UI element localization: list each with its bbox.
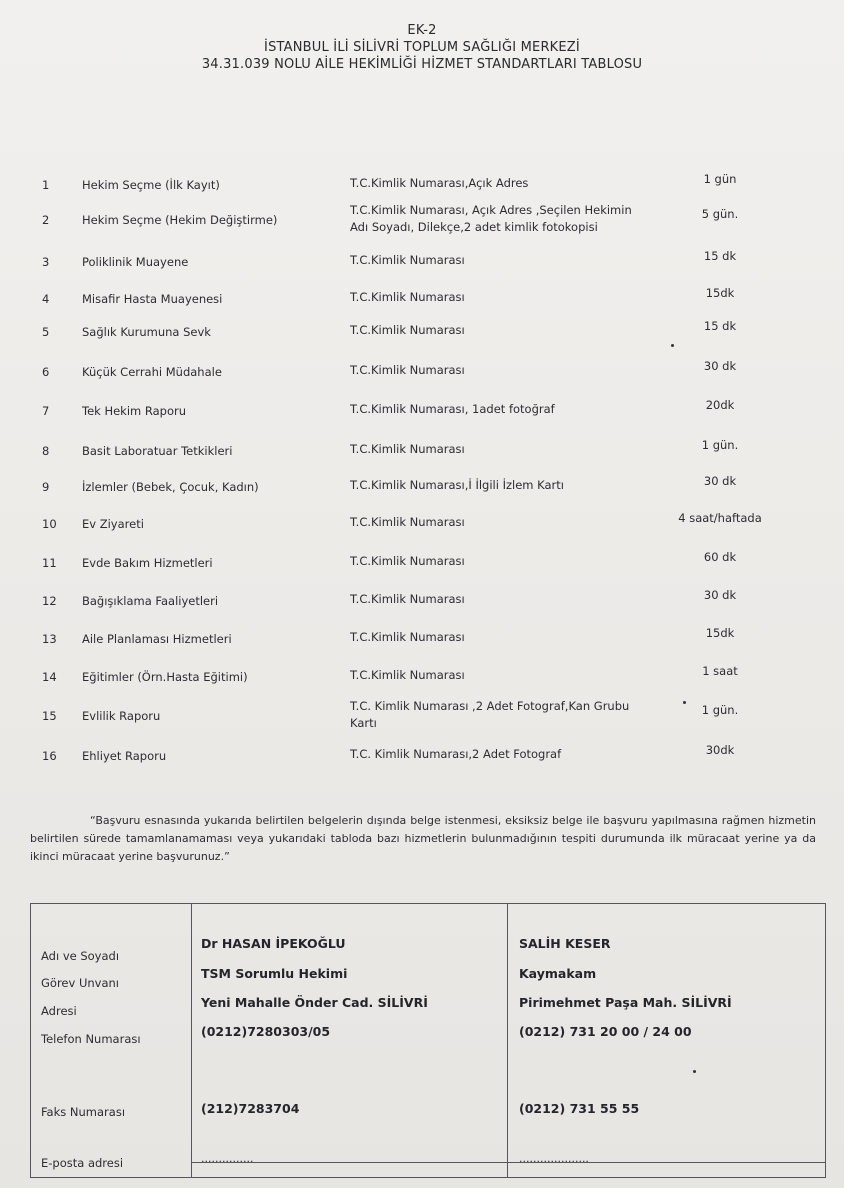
service-name: İzlemler (Bebek, Çocuk, Kadın) [82, 480, 259, 494]
required-documents: T.C.Kimlik Numarası [350, 363, 465, 377]
required-documents: T.C.Kimlik Numarası [350, 554, 465, 568]
service-name: Hekim Seçme (Hekim Değiştirme) [82, 213, 278, 227]
label-email: E-posta adresi [41, 1156, 124, 1170]
column-divider [191, 904, 192, 1177]
service-number: 3 [42, 255, 50, 269]
required-documents: T.C. Kimlik Numarası,2 Adet Fotograf [350, 747, 562, 761]
service-name: Ehliyet Raporu [82, 749, 167, 763]
first-contact-email: ............... [201, 1152, 254, 1165]
label-name: Adı ve Soyadı [41, 949, 120, 963]
completion-time: 1 gün [703, 172, 737, 186]
completion-time: 15dk [705, 286, 735, 300]
completion-time: 15 dk [703, 249, 737, 263]
paper-speck [671, 344, 674, 347]
service-number: 16 [42, 749, 57, 763]
complaint-note: “Başvuru esnasında yukarıda belirtilen belgelerin dışında belge istenmesi, eksiksiz belge ile başvuru yapılmasına rağmen hizmetin belirtilen sürede tamamlanamaması veya yukarıdaki tabloda bazı hizmetlerin bulunmadığının tespiti durumunda ilk müracaat yerine ya da ikinci müracaat yerine başvurunuz.” [30, 814, 816, 863]
required-documents: T.C.Kimlik Numarası [350, 630, 465, 644]
service-name: Poliklinik Muayene [82, 255, 189, 269]
contact-table [30, 903, 826, 1178]
completion-time: 30 dk [703, 359, 737, 373]
service-name: Aile Planlaması Hizmetleri [82, 632, 232, 646]
required-documents: T.C.Kimlik Numarası [350, 323, 465, 337]
service-number: 10 [42, 517, 57, 531]
completion-time: 30 dk [703, 588, 737, 602]
first-contact-fax: (212)7283704 [201, 1101, 300, 1116]
required-documents: T.C.Kimlik Numarası [350, 515, 465, 529]
column-divider [507, 904, 508, 1177]
completion-time: 20dk [705, 398, 735, 412]
document-header [0, 22, 844, 73]
service-number: 9 [42, 480, 50, 494]
label-title: Görev Unvanı [41, 976, 120, 990]
service-number: 2 [42, 213, 50, 227]
label-phone: Telefon Numarası [41, 1032, 141, 1046]
required-documents: T.C.Kimlik Numarası, Açık Adres ,Seçilen Hekimin [350, 203, 632, 217]
first-contact-address: Yeni Mahalle Önder Cad. SİLİVRİ [201, 995, 428, 1010]
required-documents: T.C.Kimlik Numarası,Açık Adres [350, 176, 529, 190]
service-name: Eğitimler (Örn.Hasta Eğitimi) [82, 670, 248, 684]
table-title: 34.31.039 NOLU AİLE HEKİMLİĞİ HİZMET STANDARTLARI TABLOSU [201, 57, 643, 72]
completion-time: 5 gün. [701, 207, 739, 221]
service-name: Küçük Cerrahi Müdahale [82, 365, 222, 379]
second-contact-address: Pirimehmet Paşa Mah. SİLİVRİ [519, 995, 732, 1010]
second-contact-title: Kaymakam [519, 966, 597, 981]
required-documents: T.C.Kimlik Numarası [350, 253, 465, 267]
row-divider [507, 1162, 825, 1163]
service-name: Sağlık Kurumuna Sevk [82, 325, 211, 339]
service-name: Hekim Seçme (İlk Kayıt) [82, 178, 220, 192]
completion-time: 30dk [705, 743, 735, 757]
second-contact-phone: (0212) 731 20 00 / 24 00 [519, 1024, 692, 1039]
completion-time: 4 saat/haftada [678, 511, 762, 525]
completion-time: 15dk [705, 626, 735, 640]
service-name: Evde Bakım Hizmetleri [82, 556, 213, 570]
first-contact-phone: (0212)7280303/05 [201, 1024, 331, 1039]
service-number: 12 [42, 594, 57, 608]
paper-speck [693, 1070, 696, 1073]
label-fax: Faks Numarası [41, 1105, 126, 1119]
second-contact-email: .................... [519, 1152, 589, 1165]
annex-label: EK-2 [407, 23, 437, 38]
service-name: Ev Ziyareti [82, 517, 144, 531]
required-documents: T.C.Kimlik Numarası [350, 592, 465, 606]
row-divider [191, 1162, 507, 1163]
completion-time: 30 dk [703, 474, 737, 488]
service-number: 4 [42, 292, 50, 306]
required-documents: Adı Soyadı, Dilekçe,2 adet kimlik fotokopisi [350, 220, 598, 234]
service-name: Basit Laboratuar Tetkikleri [82, 444, 233, 458]
required-documents: Kartı [350, 716, 377, 730]
second-contact-fax: (0212) 731 55 55 [519, 1101, 640, 1116]
second-contact-name: SALİH KESER [519, 936, 611, 951]
completion-time: 1 gün. [701, 703, 739, 717]
service-name: Misafir Hasta Muayenesi [82, 292, 223, 306]
completion-time: 60 dk [703, 550, 737, 564]
first-contact-title: TSM Sorumlu Hekimi [201, 966, 348, 981]
completion-time: 15 dk [703, 319, 737, 333]
paper-speck [683, 701, 686, 704]
service-number: 14 [42, 670, 57, 684]
service-number: 5 [42, 325, 50, 339]
required-documents: T.C.Kimlik Numarası, 1adet fotoğraf [350, 402, 555, 416]
service-number: 11 [42, 556, 57, 570]
completion-time: 1 saat [702, 664, 738, 678]
completion-time: 1 gün. [701, 438, 739, 452]
required-documents: T.C.Kimlik Numarası [350, 290, 465, 304]
service-number: 8 [42, 444, 50, 458]
label-address: Adresi [41, 1004, 77, 1018]
service-name: Evlilik Raporu [82, 709, 161, 723]
service-number: 1 [42, 178, 50, 192]
required-documents: T.C.Kimlik Numarası [350, 442, 465, 456]
service-number: 15 [42, 709, 57, 723]
first-contact-name: Dr HASAN İPEKOĞLU [201, 936, 346, 951]
service-number: 6 [42, 365, 50, 379]
required-documents: T.C. Kimlik Numarası ,2 Adet Fotograf,Kan Grubu [350, 699, 630, 713]
service-number: 13 [42, 632, 57, 646]
service-name: Tek Hekim Raporu [82, 404, 187, 418]
required-documents: T.C.Kimlik Numarası [350, 668, 465, 682]
service-number: 7 [42, 404, 50, 418]
required-documents: T.C.Kimlik Numarası,İ İlgili İzlem Kartı [350, 478, 564, 492]
service-name: Bağışıklama Faaliyetleri [82, 594, 219, 608]
institution-title: İSTANBUL İLİ SİLİVRİ TOPLUM SAĞLIĞI MERKEZİ [264, 40, 580, 55]
